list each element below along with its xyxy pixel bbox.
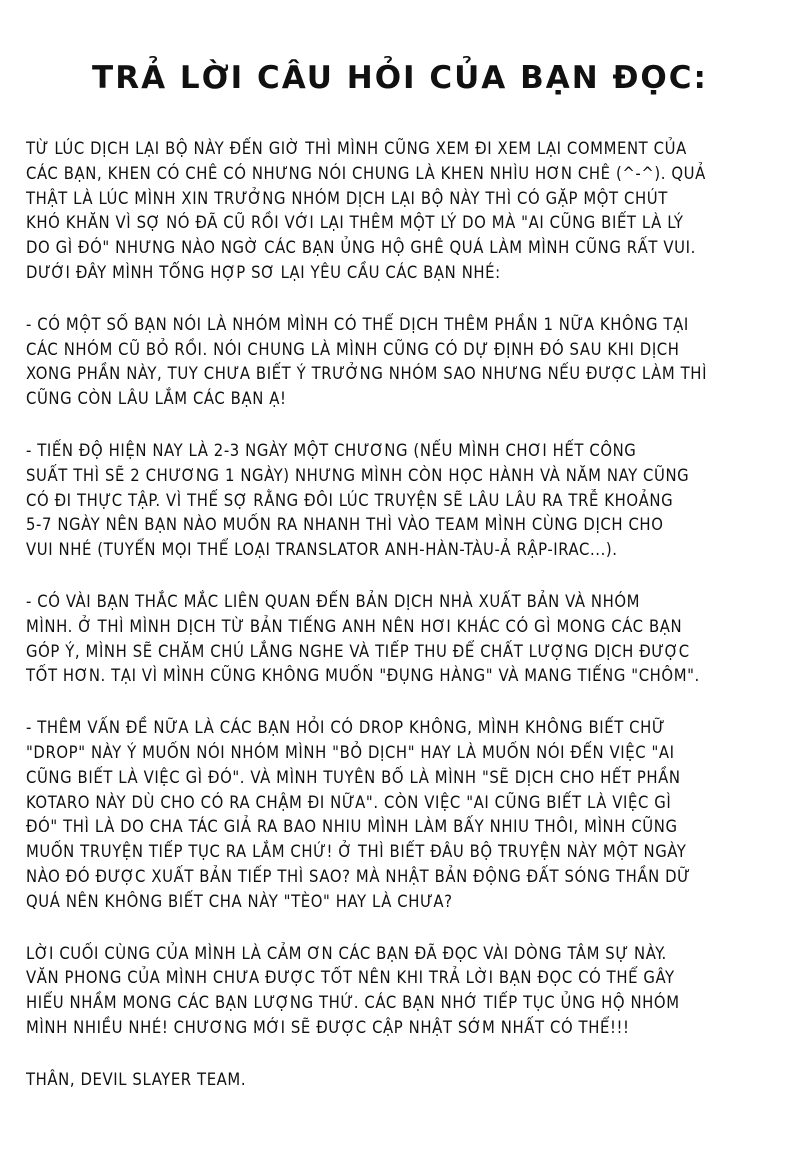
text-line: KHÓ KHĂN VÌ SỢ NÓ ĐÃ CŨ RỒI VỚI LẠI THÊM MỘT LÝ DO MÀ "AI CŨNG BIẾT LÀ LÝ bbox=[26, 213, 684, 233]
text-line: KOTARO NÀY DÙ CHO CÓ RA CHẬM ĐI NỮA". CÒN VIỆC "AI CŨNG BIẾT LÀ VIỆC GÌ bbox=[26, 792, 672, 812]
text-line: MÌNH NHIỀU NHÉ! CHƯƠNG MỚI SẼ ĐƯỢC CẬP NHẬT SỚM NHẤT CÓ THỂ!!! bbox=[26, 1017, 630, 1037]
signature-line: THÂN, DEVIL SLAYER TEAM. bbox=[26, 1069, 247, 1089]
page-title: TRẢ LỜI CÂU HỎI CỦA BẠN ĐỌC: bbox=[92, 60, 708, 96]
text-line: - CÓ VÀI BẠN THẮC MẮC LIÊN QUAN ĐẾN BẢN DỊCH NHÀ XUẤT BẢN VÀ NHÓM bbox=[26, 591, 641, 611]
text-line: SUẤT THÌ SẼ 2 CHƯƠNG 1 NGÀY) NHƯNG MÌNH CÒN HỌC HÀNH VÀ NĂM NAY CŨNG bbox=[26, 465, 690, 485]
text-line: DƯỚI ĐÂY MÌNH TỔNG HỢP SƠ LẠI YÊU CẦU CÁC BẠN NHÉ: bbox=[26, 262, 501, 282]
paragraph-drop bbox=[26, 716, 778, 914]
text-line: NÀO ĐÓ ĐƯỢC XUẤT BẢN TIẾP THÌ SAO? MÀ NHẬT BẢN ĐỘNG ĐẤT SÓNG THẦN DỮ bbox=[26, 866, 691, 886]
text-line: THẬT LÀ LÚC MÌNH XIN TRƯỞNG NHÓM DỊCH LẠI BỘ NÀY THÌ CÓ GẶP MỘT CHÚT bbox=[26, 188, 668, 208]
text-line: TỪ LÚC DỊCH LẠI BỘ NÀY ĐẾN GIỜ THÌ MÌNH CŨNG XEM ĐI XEM LẠI COMMENT CỦA bbox=[26, 139, 687, 158]
text-line: LỜI CUỐI CÙNG CỦA MÌNH LÀ CẢM ƠN CÁC BẠN ĐÃ ĐỌC VÀI DÒNG TÂM SỰ NÀY. bbox=[26, 943, 667, 963]
paragraph-closing bbox=[26, 942, 778, 1041]
text-line: - TIẾN ĐỘ HIỆN NAY LÀ 2-3 NGÀY MỘT CHƯƠNG (NẾU MÌNH CHƠI HẾT CÔNG bbox=[26, 440, 637, 460]
text-line: CÁC NHÓM CŨ BỎ RỒI. NÓI CHUNG LÀ MÌNH CŨNG CÓ DỰ ĐỊNH ĐÓ SAU KHI DỊCH bbox=[26, 339, 680, 359]
paragraph-part-one bbox=[26, 313, 778, 412]
paragraph-intro bbox=[26, 137, 778, 286]
text-line: MUỐN TRUYỆN TIẾP TỤC RA LẮM CHỨ! Ở THÌ BIẾT ĐÂU BỘ TRUYỆN NÀY MỘT NGÀY bbox=[26, 842, 687, 862]
text-line: CŨNG BIẾT LÀ VIỆC GÌ ĐÓ". VÀ MÌNH TUYÊN BỐ LÀ MÌNH "SẼ DỊCH CHO HẾT PHẦN bbox=[26, 767, 681, 787]
text-line: - CÓ MỘT SỐ BẠN NÓI LÀ NHÓM MÌNH CÓ THỂ DỊCH THÊM PHẦN 1 NỮA KHÔNG TẠI bbox=[26, 314, 689, 334]
letter-body bbox=[26, 137, 778, 1120]
text-line: XONG PHẦN NÀY, TUY CHƯA BIẾT Ý TRƯỞNG NHÓM SAO NHƯNG NẾU ĐƯỢC LÀM THÌ bbox=[26, 364, 708, 384]
text-line: VĂN PHONG CỦA MÌNH CHƯA ĐƯỢC TỐT NÊN KHI TRẢ LỜI BẠN ĐỌC CÓ THỂ GÂY bbox=[26, 968, 675, 988]
text-line: 5-7 NGÀY NÊN BẠN NÀO MUỐN RA NHANH THÌ VÀO TEAM MÌNH CÙNG DỊCH CHO bbox=[26, 515, 664, 535]
signature bbox=[26, 1068, 778, 1093]
text-line: TỐT HƠN. TẠI VÌ MÌNH CŨNG KHÔNG MUỐN "ĐỤNG HÀNG" VÀ MANG TIẾNG "CHÔM". bbox=[26, 666, 700, 686]
text-line: - THÊM VẤN ĐỀ NỮA LÀ CÁC BẠN HỎI CÓ DROP KHÔNG, MÌNH KHÔNG BIẾT CHỮ bbox=[26, 718, 666, 738]
text-line: DO GÌ ĐÓ" NHƯNG NÀO NGỜ CÁC BẠN ỦNG HỘ GHÊ QUÁ LÀM MÌNH CŨNG RẤT VUI. bbox=[26, 238, 696, 258]
text-line: ĐÓ" THÌ LÀ DO CHA TÁC GIẢ RA BAO NHIU MÌNH LÀM BẤY NHIU THÔI, MÌNH CŨNG bbox=[26, 817, 678, 837]
text-line: GÓP Ý, MÌNH SẼ CHĂM CHÚ LẮNG NGHE VÀ TIẾP THU ĐỂ CHẤT LƯỢNG DỊCH ĐƯỢC bbox=[26, 641, 690, 661]
text-line: CŨNG CÒN LÂU LẮM CÁC BẠN Ạ! bbox=[26, 389, 287, 409]
text-line: HIỂU NHẦM MONG CÁC BẠN LƯỢNG THỨ. CÁC BẠN NHỚ TIẾP TỤC ỦNG HỘ NHÓM bbox=[26, 993, 680, 1013]
text-line: CÁC BẠN, KHEN CÓ CHÊ CÓ NHƯNG NÓI CHUNG LÀ KHEN NHÌU HƠN CHÊ (^-^). QUẢ bbox=[26, 163, 706, 183]
text-line: QUÁ NÊN KHÔNG BIẾT CHA NÀY "TÈO" HAY LÀ CHƯA? bbox=[26, 891, 453, 911]
text-line: MÌNH. Ở THÌ MÌNH DỊCH TỪ BẢN TIẾNG ANH NÊN HƠI KHÁC CÓ GÌ MONG CÁC BẠN bbox=[26, 616, 683, 636]
paragraph-translation bbox=[26, 590, 778, 689]
paragraph-schedule bbox=[26, 439, 778, 563]
text-line: "DROP" NÀY Ý MUỐN NÓI NHÓM MÌNH "BỎ DỊCH" HAY LÀ MUỐN NÓI ĐẾN VIỆC "AI bbox=[26, 742, 675, 762]
text-line: CÓ ĐI THỰC TẬP. VÌ THẾ SỢ RẰNG ĐÔI LÚC TRUYỆN SẼ LÂU LÂU RA TRỄ KHOẢNG bbox=[26, 490, 674, 510]
text-line: VUI NHÉ (TUYỂN MỌI THỂ LOẠI TRANSLATOR ANH-HÀN-TÀU-Ả RẬP-IRAC...). bbox=[26, 540, 618, 560]
